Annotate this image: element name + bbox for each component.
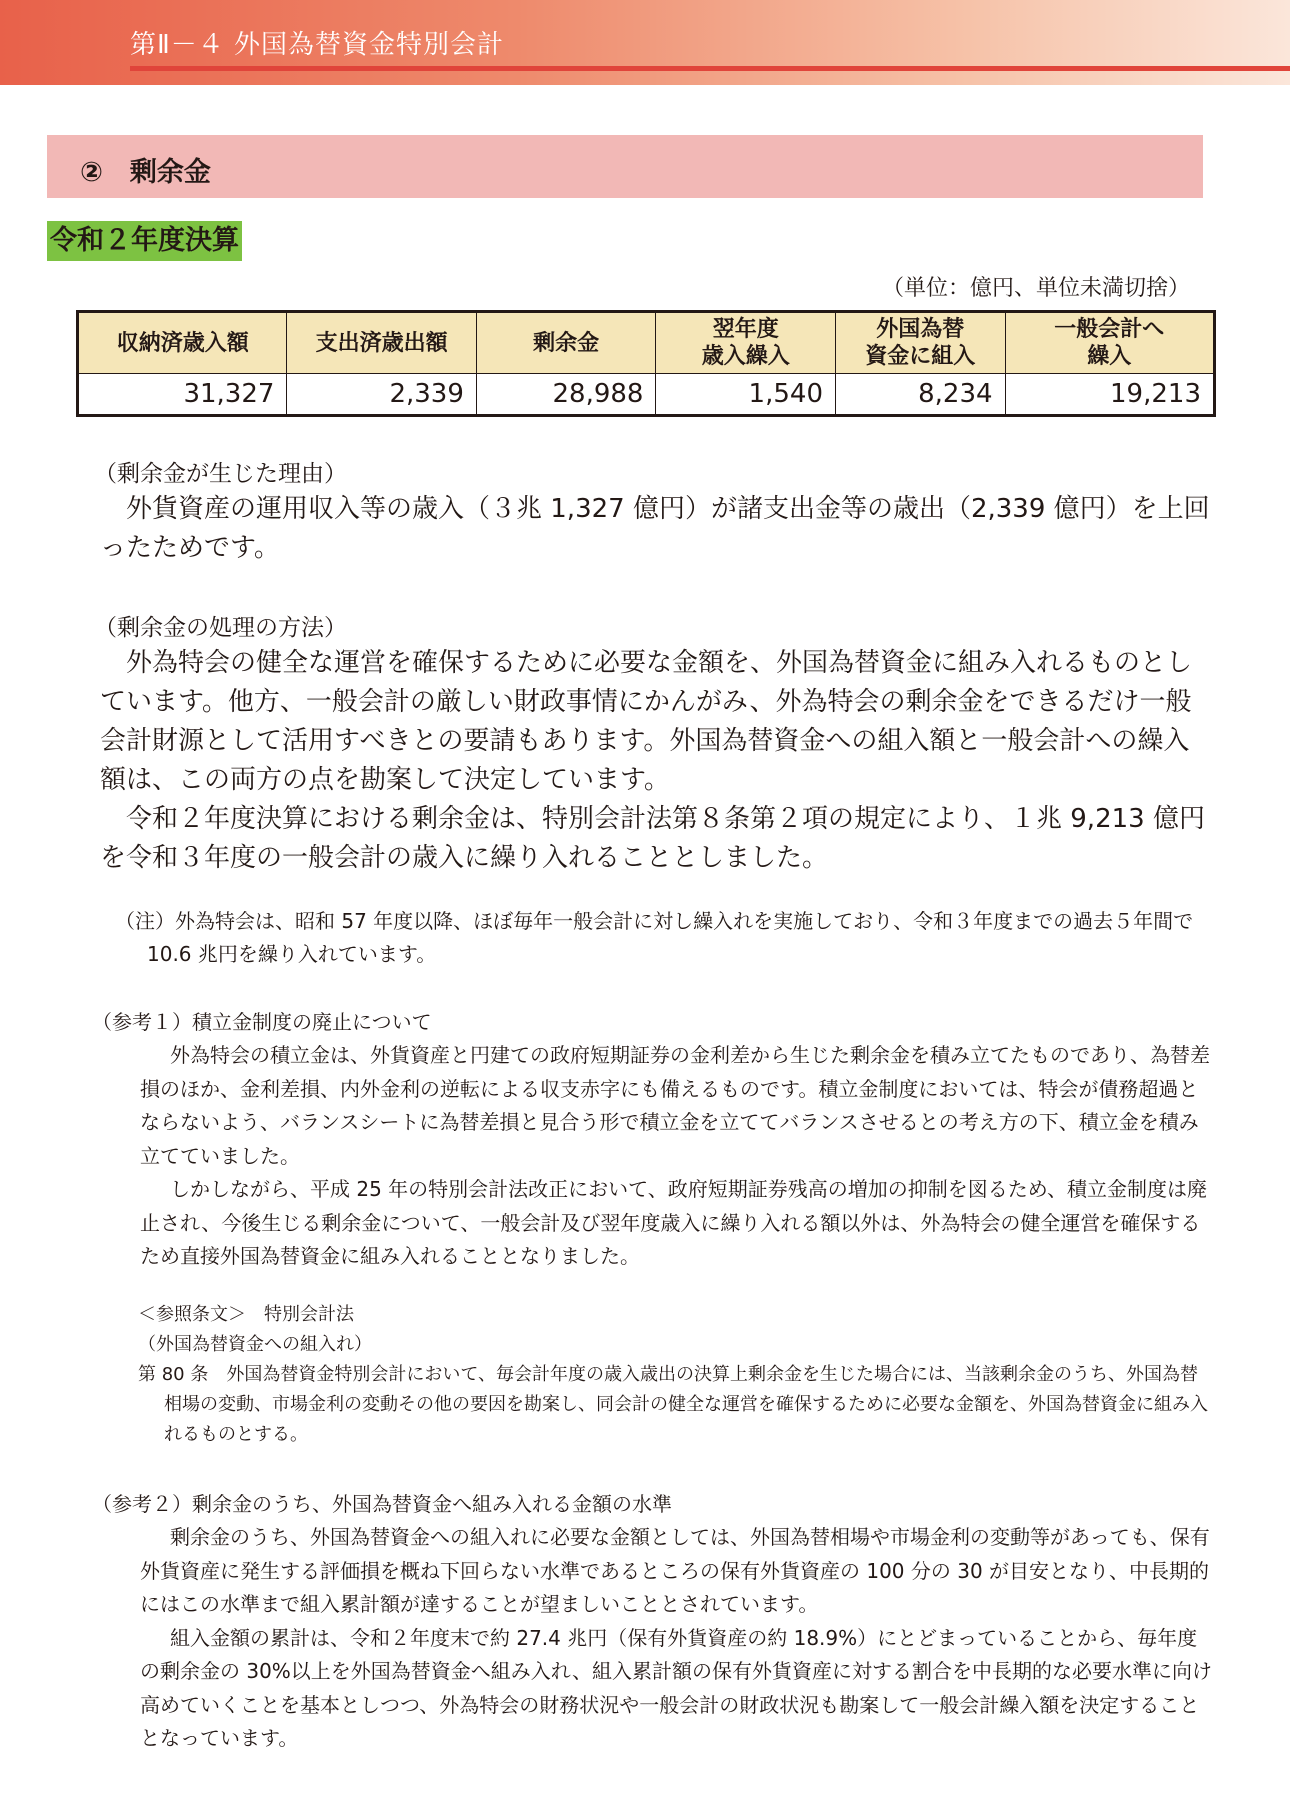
header-text: 剰余金 <box>533 330 600 356</box>
section-heading-bar <box>47 135 1203 198</box>
table-header-row <box>78 312 1215 374</box>
reference-1-paragraph-2: しかしながら、平成 25 年の特別会計法改正において、政府短期証券残高の増加の抑制を図るため、積立金制度は廃止され、今後生じる剰余金について、一般会計及び翌年度歳入に繰り入れる額以外は、外為特会の健全運営を確保するため直接外国為替資金に組み入れることとなりました。 <box>140 1177 1207 1268</box>
reference-1-label: （参考１）積立金制度の廃止について <box>92 1010 432 1034</box>
fiscal-year-heading: 令和２年度決算 <box>47 221 242 261</box>
header-text: 一般会計へ 繰入 <box>1054 317 1165 369</box>
law-reference <box>138 1300 1208 1450</box>
law-reference-title: ＜参照条文＞ 特別会計法 <box>138 1304 354 1325</box>
header-cell-expenditure <box>287 312 476 374</box>
section-title: ② 剰余金 <box>80 157 211 188</box>
reference-2-paragraph-1: 剰余金のうち、外国為替資金への組入れに必要な金額としては、外国為替相場や市場金利の変動等があっても、保有外貨資産に発生する評価損を概ね下回らない水準であるところの保有外貨資産の 100 分の 30 が目安となり、中長期的にはこの水準まで組入累計額が達することが望ましいこととされています。 <box>140 1525 1210 1616</box>
value-cell: 31,327 <box>78 374 287 416</box>
value-cell: 8,234 <box>835 374 1005 416</box>
method-paragraph-2: 令和２年度決算における剰余金は、特別会計法第８条第２項の規定により、１兆 9,213 億円を令和３年度の一般会計の歳入に繰り入れることとしました。 <box>100 804 1205 873</box>
unit-note: （単位：億円、単位未満切捨） <box>881 276 1190 301</box>
reference-2-section <box>92 1488 1217 1756</box>
value-cell: 1,540 <box>656 374 836 416</box>
reference-1-section <box>92 1006 1217 1274</box>
law-article-text: 第 80 条 外国為替資金特別会計において、毎会計年度の歳入歳出の決算上剰余金を生じた場合には、当該剰余金のうち、外国為替相場の変動、市場金利の変動その他の要因を勘案し、同会計の健全な運営を確保するために必要な金額を、外国為替資金に組み入れるものとする。 <box>138 1364 1208 1445</box>
header-rule <box>130 66 1290 71</box>
note-text: （注）外為特会は、昭和 57 年度以降、ほぼ毎年一般会計に対し繰入れを実施しており、令和３年度までの過去５年間で 10.6 兆円を繰り入れています。 <box>115 909 1194 966</box>
header-cell-revenue <box>78 312 287 374</box>
header-cell-fx-fund <box>835 312 1005 374</box>
method-paragraph-1: 外為特会の健全な運営を確保するために必要な金額を、外国為替資金に組み入れるものとしています。他方、一般会計の厳しい財政事情にかんがみ、外為特会の剰余金をできるだけ一般会計財源として活用すべきとの要請もあります。外国為替資金への組入額と一般会計への繰入額は、この両方の点を勘案して決定しています。 <box>100 648 1193 795</box>
table-row <box>78 374 1215 416</box>
header-text: 翌年度 歳入繰入 <box>701 317 790 369</box>
value-cell: 19,213 <box>1005 374 1214 416</box>
law-article-caption: （外国為替資金への組入れ） <box>138 1334 372 1355</box>
header-text: 収納済歳入額 <box>116 330 249 356</box>
reason-text: 外貨資産の運用収入等の歳入（３兆 1,327 億円）が諸支出金等の歳出（2,339 億円）を上回ったためです。 <box>100 494 1210 563</box>
value-cell: 2,339 <box>287 374 476 416</box>
reference-2-label: （参考２）剰余金のうち、外国為替資金へ組み入れる金額の水準 <box>92 1492 672 1516</box>
header-cell-general-account <box>1005 312 1214 374</box>
reference-2-paragraph-2: 組入金額の累計は、令和２年度末で約 27.4 兆円（保有外貨資産の約 18.9%）にとどまっていることから、毎年度の剰余金の 30%以上を外国為替資金へ組み入れ、組入累計額の保有外貨資産に対する割合を中長期的な必要水準に向け高めていくことを基本としつつ、外為特会の財務状況や一般会計の財政状況も勘案して一般会計繰入額を決定することとなっています。 <box>140 1625 1213 1750</box>
method-label: （剰余金の処理の方法） <box>94 615 347 641</box>
reason-section <box>94 458 1210 568</box>
header-text: 支出済歳出額 <box>315 330 448 356</box>
settlement-table <box>76 310 1216 417</box>
header-cell-surplus <box>476 312 656 374</box>
chapter-title: 第Ⅱ－４ 外国為替資金特別会計 <box>130 30 505 60</box>
header-cell-next-year <box>656 312 836 374</box>
reference-1-paragraph-1: 外為特会の積立金は、外貨資産と円建ての政府短期証券の金利差から生じた剰余金を積み立てたものであり、為替差損のほか、金利差損、内外金利の逆転による収支赤字にも備えるものです。積立金制度においては、特会が債務超過とならないよう、バランスシートに為替差損と見合う形で積立金を立ててバランスさせるとの考え方の下、積立金を積み立てていました。 <box>140 1043 1210 1168</box>
header-text: 外国為替 資金に組入 <box>865 317 976 369</box>
value-cell: 28,988 <box>476 374 656 416</box>
method-section <box>94 612 1210 878</box>
reason-label: （剰余金が生じた理由） <box>94 461 347 487</box>
